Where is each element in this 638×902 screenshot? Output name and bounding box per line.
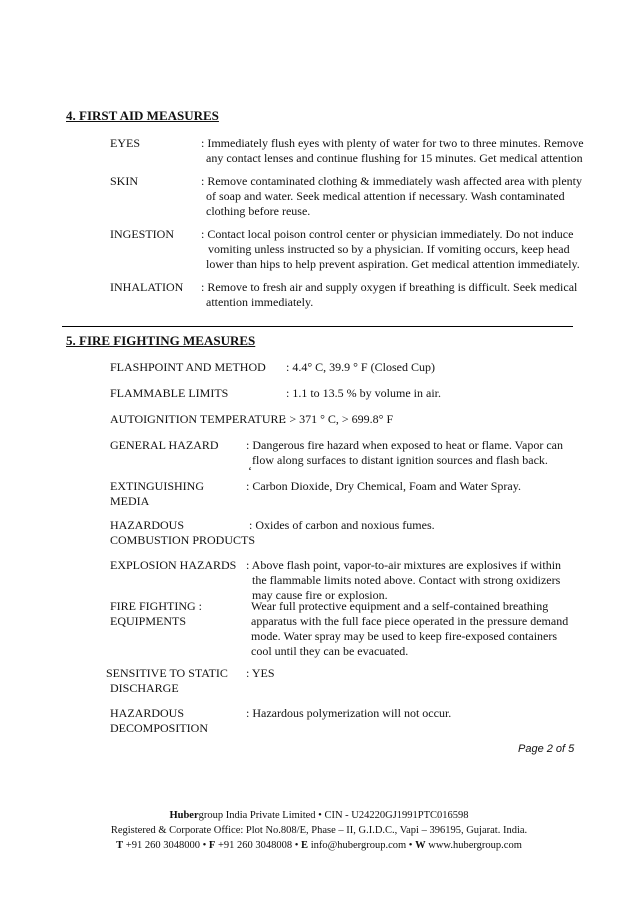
footer-fax-label: F — [208, 840, 216, 851]
combustion-products-value: : Oxides of carbon and noxious fumes. — [249, 518, 435, 532]
footer-line-address: Registered & Corporate Office: Plot No.808/E, Phase – II, G.I.D.C., Vapi – 396195, Gujarat. India. — [110, 825, 528, 836]
flashpoint-label: FLASHPOINT AND METHOD — [110, 360, 266, 374]
general-hazard-text-line-2: flow along surfaces to distant ignition sources and flash back. — [252, 453, 548, 467]
flammable-limits-label: FLAMMABLE LIMITS — [110, 386, 229, 400]
section-5-heading: 5. FIRE FIGHTING MEASURES — [66, 333, 256, 348]
fire-fighting-label-line-2: EQUIPMENTS — [110, 614, 187, 628]
footer-phone-label: T — [116, 840, 124, 851]
static-discharge-label-line-2: DISCHARGE — [110, 681, 179, 695]
footer-line-company — [0, 808, 638, 823]
eyes-text-line-1: : Immediately flush eyes with plenty of water for two to three minutes. Remove — [201, 136, 584, 150]
autoignition-value: : > 371 ° C, > 699.8° F — [283, 412, 394, 426]
decomposition-label-line-2: DECOMPOSITION — [110, 721, 209, 735]
decomposition-label-line-1: HAZARDOUS — [110, 706, 185, 720]
fire-fighting-text-line-2: apparatus with the full face piece operated in the pressure demand — [251, 614, 569, 628]
extinguishing-label-line-1: EXTINGUISHING — [110, 479, 204, 493]
ingestion-text-line-2: vomiting unless instructed so by a physician. If vomiting occurs, keep head — [208, 242, 570, 256]
section-4-heading: 4. FIRST AID MEASURES — [66, 108, 219, 123]
combustion-products-label-line-1: HAZARDOUS — [110, 518, 185, 532]
explosion-hazards-text-line-1: : Above flash point, vapor-to-air mixtures are explosives if within — [246, 558, 562, 572]
fire-fighting-text-line-1: Wear full protective equipment and a self-contained breathing — [251, 599, 549, 613]
footer-phone: +91 260 3048000 • — [123, 840, 209, 851]
inhalation-label: INHALATION — [110, 280, 184, 294]
fire-fighting-label-line-1: FIRE FIGHTING : — [110, 599, 202, 613]
ingestion-label: INGESTION — [110, 227, 174, 241]
section-divider — [62, 326, 573, 327]
decomposition-value: : Hazardous polymerization will not occur. — [246, 706, 452, 720]
footer-fax: +91 260 3048008 • — [215, 840, 302, 851]
footer-web-label: W — [415, 840, 426, 851]
skin-text-line-2: of soap and water. Seek medical attention if necessary. Wash contaminated — [206, 189, 565, 203]
ingestion-text-line-1: : Contact local poison control center or physician immediately. Do not induce — [201, 227, 574, 241]
inhalation-text-line-2: attention immediately. — [206, 295, 314, 309]
combustion-products-label-line-2: COMBUSTION PRODUCTS — [110, 533, 256, 547]
general-hazard-stray-mark: ‘ — [248, 464, 252, 478]
explosion-hazards-label: EXPLOSION HAZARDS — [110, 558, 237, 572]
footer-website: www.hubergroup.com — [425, 840, 522, 851]
footer-email: info@hubergroup.com • — [308, 840, 416, 851]
static-discharge-label-line-1: SENSITIVE TO STATIC — [106, 666, 228, 680]
autoignition-label: AUTOIGNITION TEMPERATURE — [110, 412, 286, 426]
static-discharge-value: : YES — [246, 666, 275, 680]
extinguishing-value: : Carbon Dioxide, Dry Chemical, Foam and Water Spray. — [246, 479, 521, 493]
fire-fighting-text-line-4: cool until they can be evacuated. — [251, 644, 409, 658]
eyes-text-line-2: any contact lenses and continue flushing for 15 minutes. Get medical attention — [206, 151, 583, 165]
inhalation-text-line-1: : Remove to fresh air and supply oxygen if breathing is difficult. Seek medical — [201, 280, 578, 294]
eyes-label: EYES — [110, 136, 140, 150]
skin-text-line-1: : Remove contaminated clothing & immediately wash affected area with plenty — [201, 174, 582, 188]
explosion-hazards-text-line-2: the flammable limits noted above. Contact with strong oxidizers — [252, 573, 561, 587]
skin-text-line-3: clothing before reuse. — [206, 204, 311, 218]
ingestion-text-line-3: lower than hips to help prevent aspiration. Get medical attention immediately. — [206, 257, 580, 271]
footer-line-contacts — [0, 838, 638, 853]
general-hazard-text-line-1: : Dangerous fire hazard when exposed to heat or flame. Vapor can — [246, 438, 563, 452]
footer-email-label: E — [301, 840, 309, 851]
extinguishing-label-line-2: MEDIA — [110, 494, 150, 508]
flammable-limits-value: : 1.1 to 13.5 % by volume in air. — [286, 386, 441, 400]
skin-label: SKIN — [110, 174, 139, 188]
flashpoint-value: : 4.4° C, 39.9 ° F (Closed Cup) — [286, 360, 435, 374]
footer-brand: Huber — [169, 810, 199, 821]
explosion-hazards-text-line-3: may cause fire or explosion. — [252, 588, 388, 602]
page-number: Page 2 of 5 — [518, 743, 575, 755]
general-hazard-label: GENERAL HAZARD — [110, 438, 219, 452]
fire-fighting-text-line-3: mode. Water spray may be used to keep fire-exposed containers — [251, 629, 558, 643]
footer-company-details: group India Private Limited • CIN - U24220GJ1991PTC016598 — [198, 810, 469, 821]
